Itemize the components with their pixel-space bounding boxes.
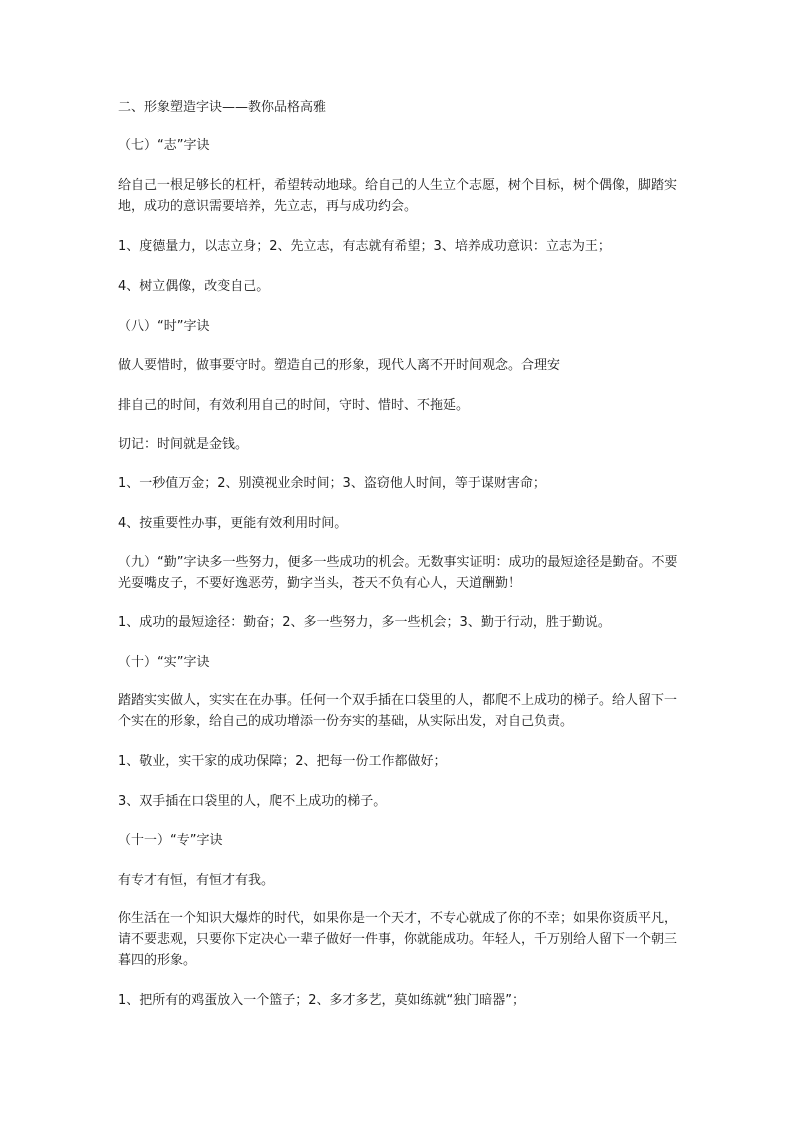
list-shi-real-2: 3、双手插在口袋里的人，爬不上成功的梯子。 — [118, 794, 387, 809]
paragraph-qin: （九）“勤”字诀多一些努力，便多一些成功的机会。无数事实证明：成功的最短途径是勤奋。不要光耍嘴皮子，不要好逸恶劳，勤字当头，苍天不负有心人，天道酬勤！ — [118, 555, 678, 591]
subheading-shi-time: （八）“时”字诀 — [118, 319, 210, 334]
paragraph-shi-remember: 切记：时间就是金钱。 — [118, 437, 249, 452]
paragraph-shi-real: 踏踏实实做人，实实在在办事。任何一个双手插在口袋里的人，都爬不上成功的梯子。给人留下一个实在的形象，给自己的成功增添一份夯实的基础，从实际出发，对自己负责。 — [118, 693, 678, 729]
section-heading: 二、形象塑造字诀——教你品格高雅 — [118, 100, 327, 115]
list-zhi-1: 1、度德量力，以志立身；2、先立志，有志就有希望；3、培养成功意识：立志为王； — [118, 239, 611, 254]
subheading-shi-real: （十）“实”字诀 — [118, 655, 210, 670]
paragraph-zhuan-motto: 有专才有恒，有恒才有我。 — [118, 873, 275, 888]
paragraph-shi-intro-2: 排自己的时间，有效利用自己的时间，守时、惜时、不拖延。 — [118, 398, 470, 413]
list-shi-1: 1、一秒值万金；2、别漠视业余时间；3、盗窃他人时间，等于谋财害命； — [118, 476, 546, 491]
list-zhuan: 1、把所有的鸡蛋放入一个篮子；2、多才多艺，莫如练就“独门暗器”； — [118, 993, 526, 1008]
list-zhi-2: 4、树立偶像，改变自己。 — [118, 279, 270, 294]
paragraph-zhi-intro: 给自己一根足够长的杠杆，希望转动地球。给自己的人生立个志愿，树个目标，树个偶像，脚踏实地，成功的意识需要培养，先立志，再与成功约会。 — [118, 178, 678, 214]
list-shi-2: 4、按重要性办事，更能有效利用时间。 — [118, 516, 348, 531]
subheading-zhuan: （十一）“专”字诀 — [118, 833, 223, 848]
list-qin: 1、成功的最短途径：勤奋；2、多一些努力，多一些机会；3、勤于行动，胜于勤说。 — [118, 615, 611, 630]
list-shi-real-1: 1、敬业，实干家的成功保障；2、把每一份工作都做好； — [118, 754, 447, 769]
paragraph-shi-intro: 做人要惜时，做事要守时。塑造自己的形象，现代人离不开时间观念。合理安 — [118, 358, 561, 373]
paragraph-zhuan: 你生活在一个知识大爆炸的时代，如果你是一个天才，不专心就成了你的不幸；如果你资质平凡，请不要悲观，只要你下定决心一辈子做好一件事，你就能成功。年轻人，千万别给人留下一个朝三暮四的形象。 — [118, 911, 678, 968]
subheading-zhi: （七）“志”字诀 — [118, 138, 210, 153]
